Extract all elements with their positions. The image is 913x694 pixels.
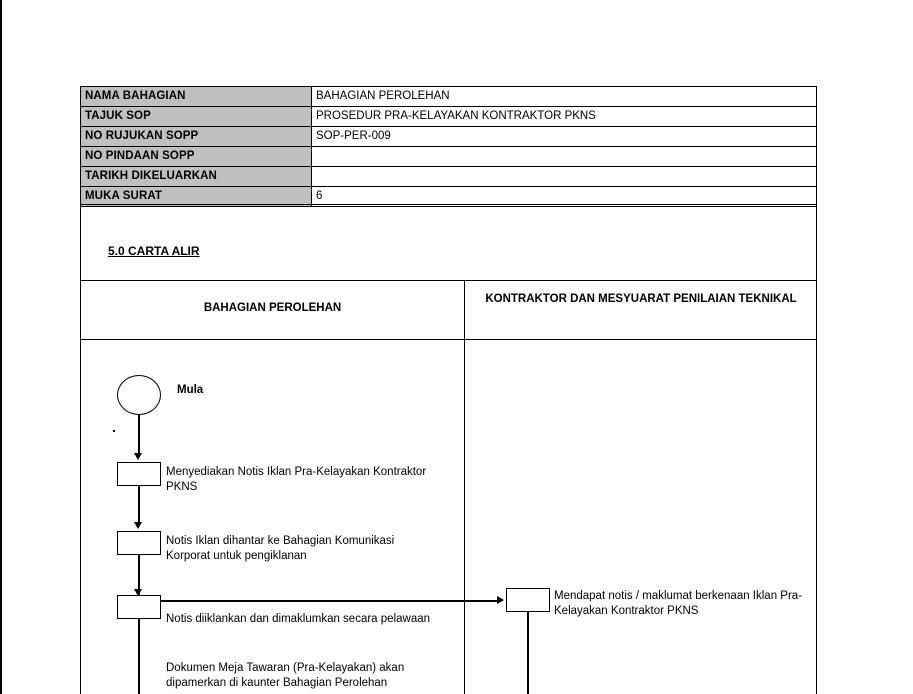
flow-step-2-node: [117, 531, 161, 555]
flow-step-3-label: Notis diiklankan dan dimaklumkan secara pelawaan: [166, 613, 431, 625]
table-row: [81, 127, 817, 147]
flow-start-label: Mula: [177, 384, 204, 396]
header-label-no-pindaan-sopp: NO PINDAAN SOPP: [81, 147, 312, 167]
connector-step1-to-step2: [138, 486, 140, 526]
header-value-tajuk-sop: PROSEDUR PRA-KELAYAKAN KONTRAKTOR PKNS: [312, 107, 817, 127]
connector-start-to-step1: [138, 415, 140, 457]
flow-step-1-label: Menyediakan Notis Iklan Pra-Kelayakan Kontraktor PKNS: [166, 466, 427, 493]
header-value-no-rujukan-sopp: SOP-PER-009: [312, 127, 817, 147]
connector-step3-to-right-step1: [161, 600, 499, 602]
flow-start-node: [117, 375, 161, 415]
header-label-tajuk-sop: TAJUK SOP: [81, 107, 312, 127]
flow-step-2-label: Notis Iklan dihantar ke Bahagian Komunikasi Korporat untuk pengiklanan: [166, 535, 395, 562]
connector-step3-to-step4: [138, 619, 140, 694]
flowchart-column-divider: [464, 280, 465, 694]
arrow-step1-to-step2: [134, 522, 142, 529]
header-label-muka-surat: MUKA SURAT: [81, 187, 312, 207]
header-value-no-pindaan-sopp: [312, 147, 817, 167]
header-value-nama-bahagian: BAHAGIAN PEROLEHAN: [312, 87, 817, 107]
header-value-muka-surat: 6: [312, 187, 817, 207]
header-label-no-rujukan-sopp: NO RUJUKAN SOPP: [81, 127, 312, 147]
column-header-bahagian-perolehan: BAHAGIAN PEROLEHAN: [203, 302, 342, 314]
table-row: [81, 167, 817, 187]
header-value-tarikh-dikeluarkan: [312, 167, 817, 187]
page-title: 5.0 CARTA ALIR: [108, 244, 200, 258]
table-row: [81, 107, 817, 127]
arrow-start-to-step1: [134, 453, 142, 460]
table-row: [81, 147, 817, 167]
sop-header-table: [80, 86, 817, 207]
table-row: [81, 87, 817, 107]
page-left-border: [0, 0, 2, 694]
stray-dot-mark: [113, 430, 115, 432]
arrow-step3-to-right-step1: [497, 596, 504, 604]
connector-right-step1-down: [527, 612, 529, 694]
flow-right-step-1-label: Mendapat notis / maklumat berkenaan Iklan Pra-Kelayakan Kontraktor PKNS: [554, 590, 803, 617]
header-label-nama-bahagian: NAMA BAHAGIAN: [81, 87, 312, 107]
flow-right-step-1-node: [506, 588, 550, 612]
column-header-kontraktor-mesyuarat: KONTRAKTOR DAN MESYUARAT PENILAIAN TEKNIKAL: [485, 293, 797, 305]
flow-step-4-label: Dokumen Meja Tawaran (Pra-Kelayakan) akan dipamerkan di kaunter Bahagian Perolehan: [166, 662, 405, 689]
flow-step-1-node: [117, 462, 161, 486]
flow-step-3-node: [117, 595, 161, 619]
header-label-tarikh-dikeluarkan: TARIKH DIKELUARKAN: [81, 167, 312, 187]
